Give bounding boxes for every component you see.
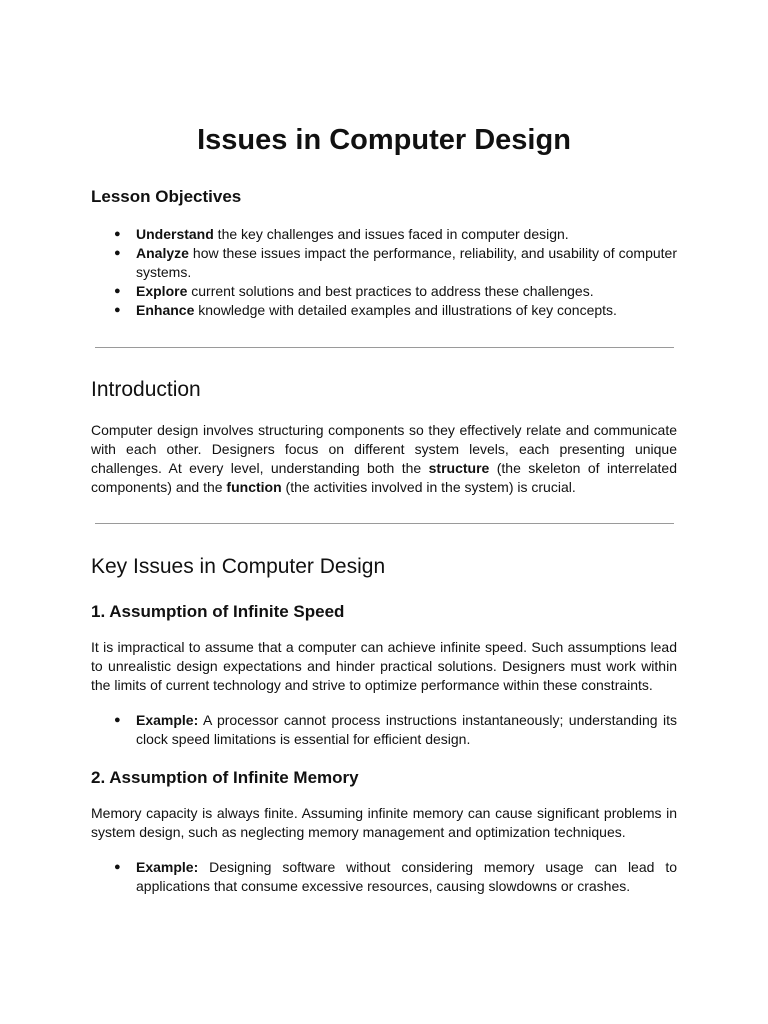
list-item: ● Example: Designing software without considering memory usage can lead to applications that consume excessive resources, causing slowdowns or crashes.	[114, 859, 677, 894]
memory-paragraph: Memory capacity is always finite. Assuming infinite memory can cause significant problems in system design, such as neglecting memory management and optimization techniques.	[91, 805, 677, 840]
list-item: ● Enhance knowledge with detailed examples and illustrations of key concepts.	[114, 302, 617, 318]
list-item: ● Understand the key challenges and issues faced in computer design.	[114, 226, 569, 242]
speed-heading: 1. Assumption of Infinite Speed	[91, 602, 345, 621]
list-item: ● Analyze how these issues impact the performance, reliability, and usability of computer systems.	[114, 245, 677, 280]
section-divider	[95, 347, 674, 348]
list-item: ● Explore current solutions and best practices to address these challenges.	[114, 283, 594, 299]
bullet-icon: ●	[114, 304, 121, 316]
bullet-icon: ●	[114, 714, 121, 726]
objectives-heading: Lesson Objectives	[91, 187, 242, 206]
objectives-list	[91, 225, 677, 320]
bullet-icon: ●	[114, 247, 121, 259]
page-title: Issues in Computer Design	[197, 124, 571, 156]
section-divider	[95, 523, 674, 524]
introduction-heading: Introduction	[91, 378, 201, 401]
memory-heading: 2. Assumption of Infinite Memory	[91, 768, 359, 787]
list-item: ● Example: A processor cannot process instructions instantaneously; understanding its clock speed limitations is essential for efficient design.	[114, 712, 677, 747]
key-issues-heading: Key Issues in Computer Design	[91, 555, 386, 578]
bullet-icon: ●	[114, 228, 121, 240]
bullet-icon: ●	[114, 861, 121, 873]
speed-paragraph: It is impractical to assume that a computer can achieve infinite speed. Such assumptions lead to unrealistic design expectations and hinder practical solutions. Designers must work within the limits of current technology and strive to optimize performance within these constraints.	[91, 639, 677, 693]
introduction-paragraph: Computer design involves structuring components so they effectively relate and communicate with each other. Designers focus on different system levels, each presenting unique challenges. At every level, understanding both the structure (the skeleton of interrelated components) and the function (the activities involved in the system) is crucial.	[91, 422, 677, 495]
speed-example-list	[91, 711, 677, 749]
memory-example-list	[91, 858, 677, 896]
bullet-icon: ●	[114, 285, 121, 297]
